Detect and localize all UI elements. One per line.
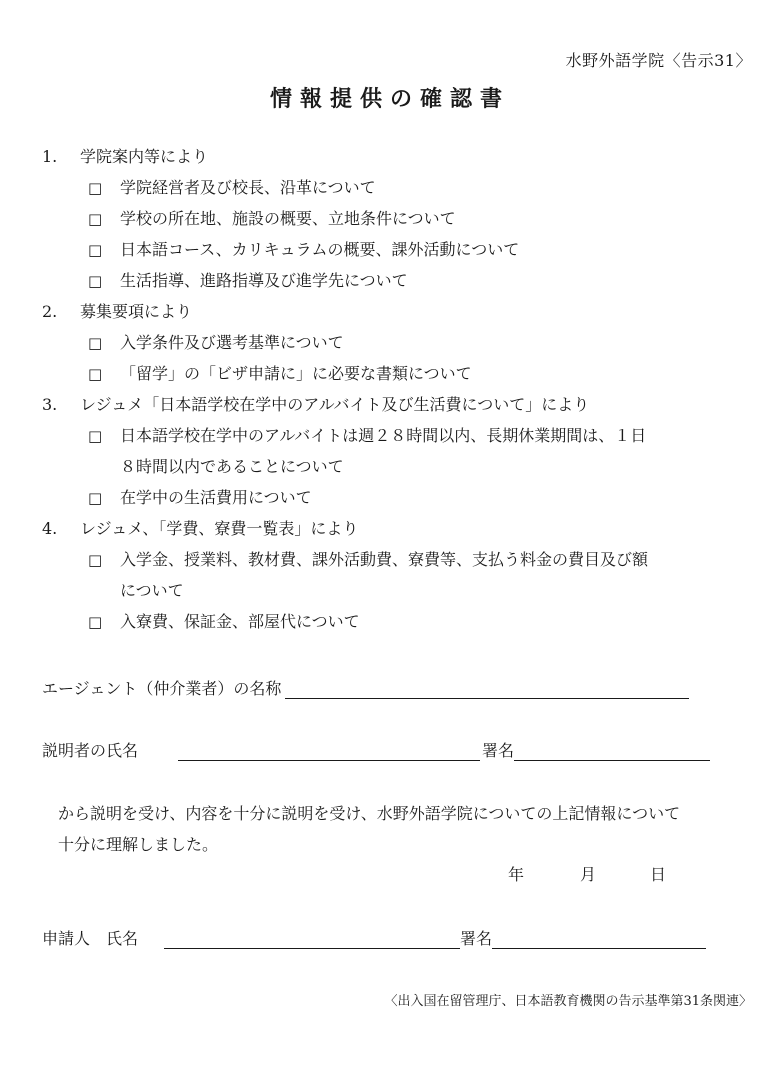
checklist-item[interactable] (42, 238, 762, 262)
page-title: 情報提供の確認書 (269, 86, 510, 112)
checklist-item[interactable] (42, 424, 762, 479)
checklist-item[interactable] (42, 331, 762, 355)
checklist-item[interactable] (42, 207, 762, 231)
section-title: レジュメ、「学費、寮費一覧表」により (80, 519, 359, 538)
applicant-row (42, 926, 706, 949)
explainer-name-label: 説明者の氏名 (42, 741, 139, 760)
section-heading (42, 517, 762, 548)
checklist-item-label (120, 424, 762, 479)
checklist-item-label: 学校の所在地、施設の概要、立地条件について (120, 209, 456, 228)
checklist-item[interactable] (42, 610, 762, 634)
checklist-item-label: 学院経営者及び校長、沿革について (120, 178, 376, 197)
explainer-name-field[interactable] (178, 740, 480, 761)
checkbox[interactable]: □ (88, 272, 103, 290)
checklist-item-label: 入学条件及び選考基準について (120, 333, 344, 352)
section-heading (42, 393, 762, 424)
checkbox[interactable]: □ (88, 210, 103, 228)
checkbox[interactable]: □ (88, 365, 103, 383)
checklist-item-line: ８時間以内であることについて (120, 457, 344, 476)
checkbox[interactable]: □ (88, 551, 103, 569)
checkbox[interactable]: □ (88, 241, 103, 259)
section-number: 3. (42, 395, 58, 414)
statement-line: 十分に理解しました。 (58, 835, 219, 854)
checkbox[interactable]: □ (88, 179, 103, 197)
date-year-label: 年 (508, 865, 525, 884)
checklist-item[interactable] (42, 362, 762, 386)
section-title: 学院案内等により (80, 147, 209, 166)
applicant-name-label: 申請人 氏名 (42, 929, 139, 948)
checkbox[interactable]: □ (88, 613, 103, 631)
checklist-item[interactable] (42, 548, 762, 603)
checklist-item-line: について (120, 581, 184, 600)
checkbox[interactable]: □ (88, 489, 103, 507)
checklist-item[interactable] (42, 176, 762, 200)
checklist-item-label: 日本語コース、カリキュラムの概要、課外活動について (120, 240, 520, 259)
checklist-item-label: 入寮費、保証金、部屋代について (120, 612, 360, 631)
checklist-item-label: 生活指導、進路指導及び進学先について (120, 271, 408, 290)
applicant-signature-label: 署名 (460, 929, 493, 948)
section-heading (42, 145, 762, 176)
section-title: レジュメ「日本語学校在学中のアルバイト及び生活費について」により (80, 395, 590, 414)
reference-label: 水野外語学院〈告示31〉 (565, 51, 752, 70)
section-number: 1. (42, 147, 58, 166)
applicant-signature-field[interactable] (492, 928, 706, 949)
statement-line: から説明を受け、内容を十分に説明を受け、水野外語学院についての上記情報について (58, 804, 681, 823)
footnote: 〈出入国在留管理庁、日本語教育機関の告示基準第31条関連〉 (384, 994, 752, 1009)
explainer-signature-field[interactable] (514, 740, 710, 761)
checkbox[interactable]: □ (88, 334, 103, 352)
checklist-item-label: 「留学」の「ビザ申請に」に必要な書類について (120, 364, 472, 383)
explainer-row (42, 738, 710, 761)
section-number: 2. (42, 302, 58, 321)
checklist-item-line: 日本語学校在学中のアルバイトは週２８時間以内、長期休業期間は、１日 (120, 426, 647, 445)
checklist-item-label: 在学中の生活費用について (120, 488, 312, 507)
section-title: 募集要項により (80, 302, 193, 321)
checklist (42, 145, 762, 641)
explainer-signature-label: 署名 (482, 741, 515, 760)
agent-name-label: エージェント（仲介業者）の名称 (42, 679, 282, 698)
checklist-item[interactable] (42, 269, 762, 293)
applicant-name-field[interactable] (164, 928, 460, 949)
checkbox[interactable]: □ (88, 427, 103, 445)
section-number: 4. (42, 519, 58, 538)
date-month-label: 月 (580, 865, 597, 884)
confirmation-statement (58, 798, 758, 860)
checklist-item-label (120, 548, 762, 603)
date-day-label: 日 (650, 865, 667, 884)
agent-name-row (42, 676, 689, 699)
section-heading (42, 300, 762, 331)
checklist-item-line: 入学金、授業料、教材費、課外活動費、寮費等、支払う料金の費目及び額 (120, 550, 649, 569)
agent-name-field[interactable] (285, 678, 689, 699)
checklist-item[interactable] (42, 486, 762, 510)
